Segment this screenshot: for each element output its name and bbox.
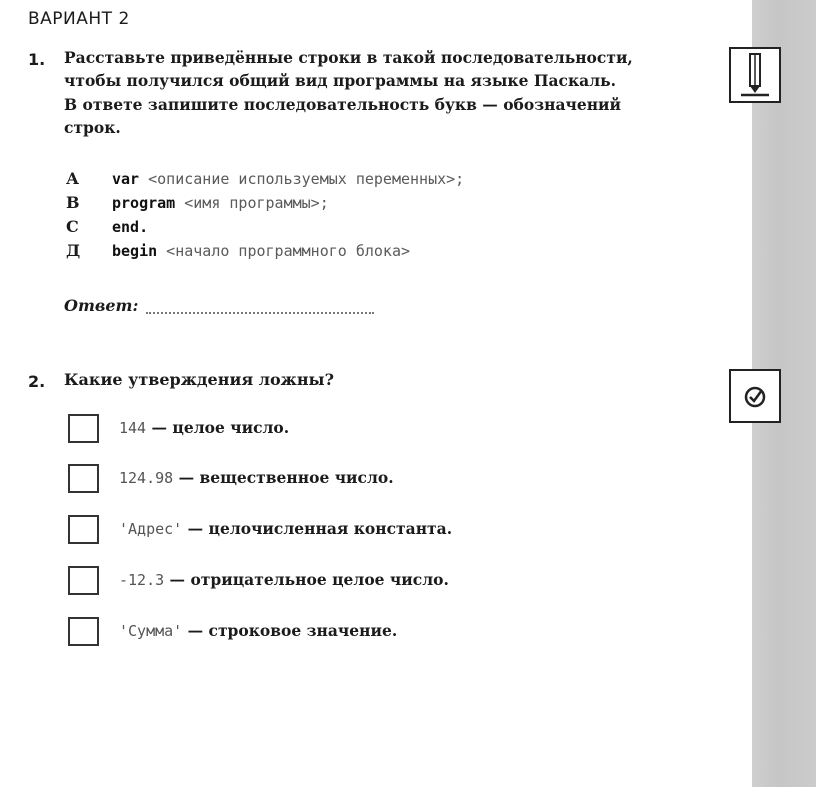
answer-checkbox[interactable] xyxy=(68,464,99,493)
question-1-text-line: Расставьте приведённые строки в такой последовательности, xyxy=(64,48,633,67)
question-1-text-line: чтобы получился общий вид программы на языке Паскаль. xyxy=(64,71,617,90)
pencil-write-icon xyxy=(729,47,781,103)
answer-checkbox[interactable] xyxy=(68,515,99,544)
statement-text: — строковое значение. xyxy=(182,621,398,640)
statement-text: — отрицательное целое число. xyxy=(164,570,449,589)
option-comment: . xyxy=(139,218,149,236)
option-letter: Д xyxy=(66,241,81,260)
question-2-text: Какие утверждения ложны? xyxy=(64,370,334,389)
answer-checkbox[interactable] xyxy=(68,566,99,595)
option-code-line xyxy=(112,218,148,236)
option-keyword: var xyxy=(112,170,140,188)
option-code-line xyxy=(112,194,329,212)
option-code-line xyxy=(112,170,464,188)
option-letter: С xyxy=(66,217,79,236)
statement-value: 144 xyxy=(119,419,147,437)
option-letter: А xyxy=(66,169,80,188)
statement xyxy=(119,468,394,487)
statement-text: — целочисленная константа. xyxy=(182,519,453,538)
answer-checkbox[interactable] xyxy=(68,617,99,646)
answer-checkbox[interactable] xyxy=(68,414,99,443)
option-letter: В xyxy=(66,193,80,212)
option-comment: <начало программного блока> xyxy=(157,242,411,260)
question-2-number: 2. xyxy=(28,372,46,391)
option-comment: <описание используемых переменных>; xyxy=(139,170,465,188)
statement-text: — целое число. xyxy=(146,418,290,437)
statement-value: 'Адрес' xyxy=(119,520,183,538)
answer-label: Ответ: xyxy=(64,296,139,315)
statement xyxy=(119,519,452,538)
question-1-text-line: строк. xyxy=(64,118,121,137)
question-1-text-line: В ответе запишите последовательность букв — обозначений xyxy=(64,95,622,114)
answer-row xyxy=(64,296,374,315)
option-keyword: program xyxy=(112,194,176,212)
statement xyxy=(119,621,397,640)
statement-value: 'Сумма' xyxy=(119,622,183,640)
option-keyword: begin xyxy=(112,242,158,260)
statement xyxy=(119,570,449,589)
statement-text: — вещественное число. xyxy=(173,468,394,487)
statement-value: 124.98 xyxy=(119,469,174,487)
statement-value: -12.3 xyxy=(119,571,165,589)
option-keyword: end xyxy=(112,218,140,236)
clock-check-icon xyxy=(729,369,781,423)
question-1-number: 1. xyxy=(28,50,46,69)
option-code-line xyxy=(112,242,410,260)
option-comment: <имя программы>; xyxy=(175,194,329,212)
statement xyxy=(119,418,289,437)
answer-field[interactable] xyxy=(146,300,374,314)
variant-title: ВАРИАНТ 2 xyxy=(28,9,130,29)
